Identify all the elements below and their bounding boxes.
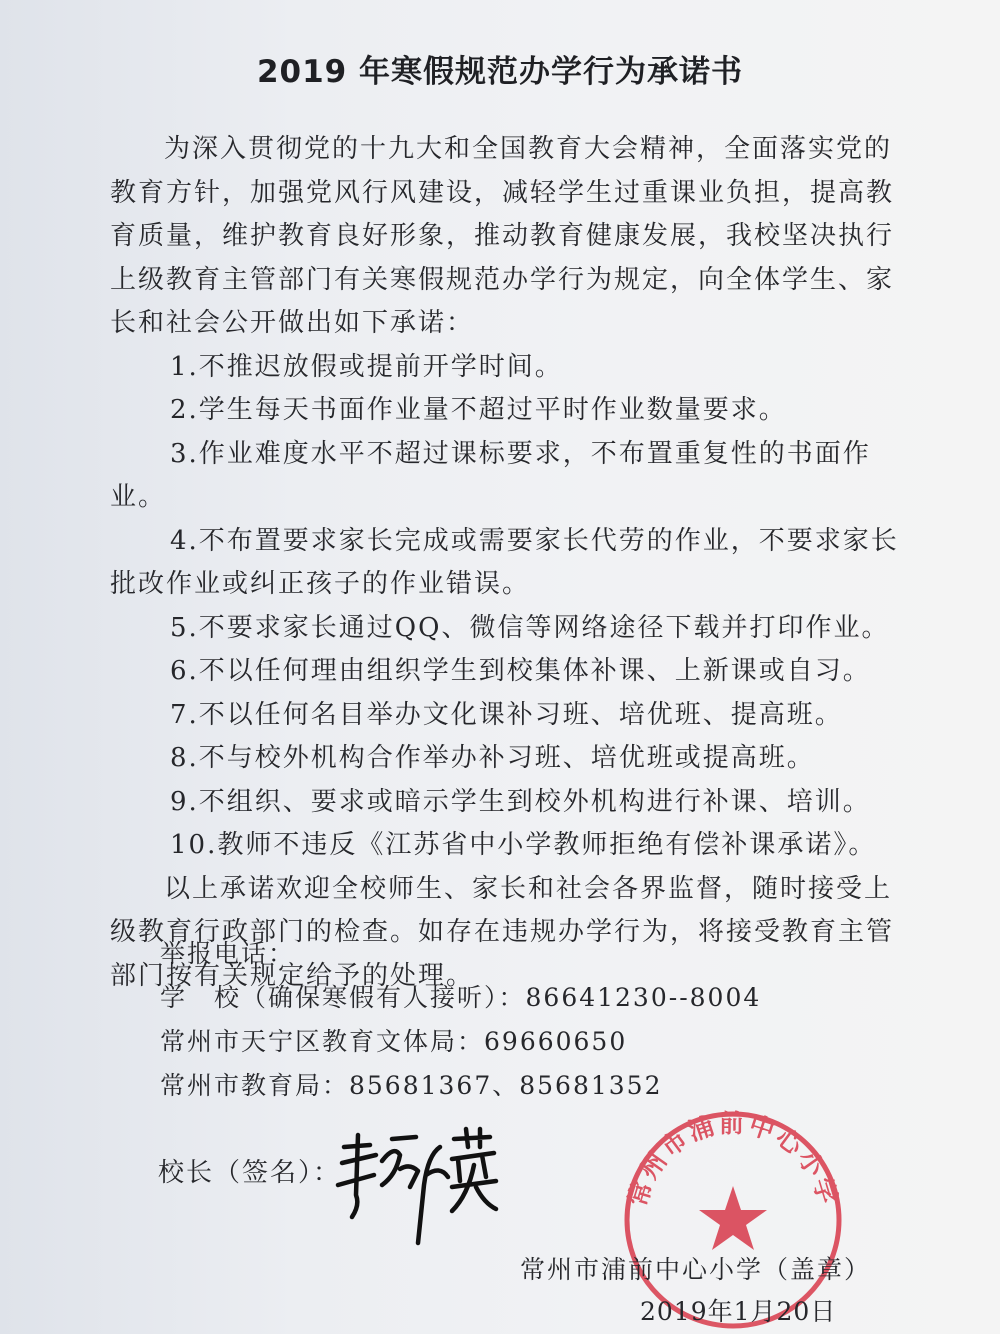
closing-paragraph: 以上承诺欢迎全校师生、家长和社会各界监督，随时接受上级教育行政部门的检查。如存在违规办学行为，将接受教育主管部门按有关规定给予的处理。 <box>110 873 895 991</box>
document-body <box>110 128 910 998</box>
principal-signature-label: 校长（签名）： <box>158 1158 342 1188</box>
commitment-item-8: 8.不与校外机构合作举办补习班、培优班或提高班。 <box>170 743 815 773</box>
commitment-item-1: 1.不推迟放假或提前开学时间。 <box>170 351 563 382</box>
contact-line-school: 学 校（确保寒假有人接听）：86641230--8004 <box>160 983 762 1012</box>
commitment-item-7: 7.不以任何名目举办文化课补习班、培优班、提高班。 <box>170 699 843 730</box>
seal-text: 常州市浦前中心小学 <box>622 1109 844 1210</box>
commitment-item-2: 2.学生每天书面作业量不超过平时作业数量要求。 <box>170 395 787 425</box>
commitment-item-4: 4.不布置要求家长完成或需要家长代劳的作业，不要求家长批改作业或纠正孩子的作业错误。 <box>110 525 899 599</box>
school-stamp-line: 常州市浦前中心小学（盖章） <box>520 1255 872 1284</box>
document-date: 2019年1月20日 <box>640 1297 837 1326</box>
contacts-heading: 举报电话： <box>160 939 296 968</box>
handwritten-signature <box>330 1125 500 1250</box>
commitment-item-9: 9.不组织、要求或暗示学生到校外机构进行补课、培训。 <box>170 786 871 817</box>
contact-line-city: 常州市教育局：85681367、85681352 <box>160 1071 663 1100</box>
contact-line-district: 常州市天宁区教育文体局：69660650 <box>160 1027 628 1056</box>
commitment-item-6: 6.不以任何理由组织学生到校集体补课、上新课或自习。 <box>170 656 871 686</box>
report-contacts <box>110 932 910 1108</box>
intro-paragraph: 为深入贯彻党的十九大和全国教育大会精神，全面落实党的教育方针，加强党风行风建设，减轻学生过重课业负担，提高教育质量，维护教育良好形象，推动教育健康发展，我校坚决执行上级教育主管部门有关寒假规范办学行为规定，向全体学生、家长和社会公开做出如下承诺： <box>110 134 895 338</box>
commitment-item-10: 10.教师不违反《江苏省中小学教师拒绝有偿补课承诺》。 <box>170 830 877 860</box>
document-title: 2019 年寒假规范办学行为承诺书 <box>256 54 744 90</box>
commitment-item-5: 5.不要求家长通过QQ、微信等网络途径下载并打印作业。 <box>170 612 890 643</box>
commitment-item-3: 3.作业难度水平不超过课标要求，不布置重复性的书面作业。 <box>110 438 871 512</box>
